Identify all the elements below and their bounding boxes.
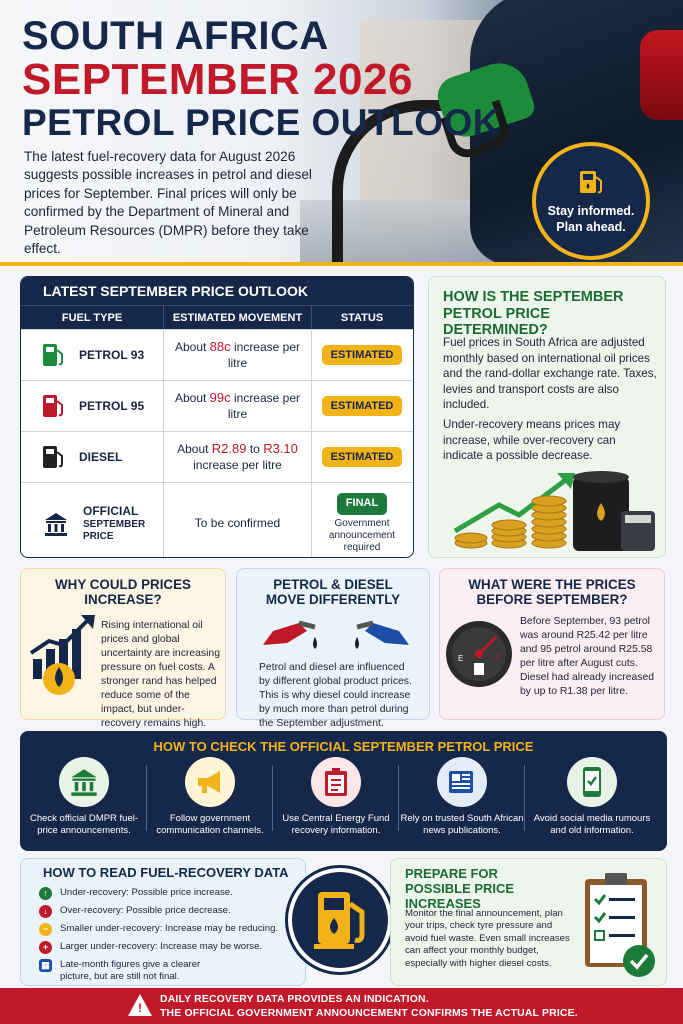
why-increase-card: [20, 568, 226, 730]
read-item-smaller: [39, 923, 278, 936]
footer-line-2: THE OFFICIAL GOVERNMENT ANNOUNCEMENT CONFIRMS THE ACTUAL PRICE.: [160, 1007, 578, 1019]
table-row-official: [21, 482, 413, 558]
how-paragraph-2: Under-recovery means prices may increase, while over-recovery can indicate a possible decrease.: [443, 418, 621, 463]
status-badge: ESTIMATED: [322, 447, 403, 467]
rising-chart-icon: [29, 613, 101, 699]
col-estimated-movement: ESTIMATED MOVEMENT: [164, 306, 312, 329]
how-title: HOW IS THE SEPTEMBER PETROL PRICE DETERMINED?: [443, 289, 624, 339]
move-prefix: About: [174, 339, 210, 354]
read-item-over: [39, 905, 231, 918]
move-amount: R2.89: [211, 440, 247, 456]
prep-title: PREPARE FOR POSSIBLE PRICE INCREASES: [405, 866, 515, 911]
read-item-under: [39, 887, 233, 900]
move-prefix: About: [174, 390, 210, 405]
read-item-text: Late-month figures give a clearer picture, but are still not final.: [60, 959, 201, 982]
divider: [146, 765, 147, 831]
official-note: Government announcement required: [328, 517, 396, 553]
check-item-text: Rely on trusted South African news publications.: [400, 813, 524, 836]
check-item-news: [400, 757, 524, 837]
government-building-icon: [41, 511, 71, 537]
table-row-petrol-95: [21, 380, 413, 431]
before-text: Before September, 93 petrol was around R25.42 per litre and 95 petrol around R25.58 per litre after August cuts. Diesel had already increased by up to R1.38 per litre.: [520, 616, 655, 698]
petrol-diesel-card: [236, 568, 430, 730]
gauge-e-label: E: [458, 654, 464, 663]
col-fuel-type: FUEL TYPE: [21, 306, 164, 329]
warning-icon: !: [128, 994, 152, 1016]
official-label-1: OFFICIAL: [83, 504, 139, 519]
checklist-icon: [581, 869, 661, 981]
stay-informed-badge: [532, 142, 650, 260]
calendar-icon: ▦: [39, 959, 52, 972]
check-item-text: Follow government communication channels.: [156, 813, 264, 836]
headline-country: SOUTH AFRICA: [22, 14, 329, 58]
clipboard-icon: [311, 757, 361, 807]
check-item-dmpr: [22, 757, 146, 837]
headline-month: SEPTEMBER 2026: [22, 55, 413, 104]
fuel-name: PETROL 93: [79, 348, 145, 362]
before-title: WHAT WERE THE PRICES BEFORE SEPTEMBER?: [468, 577, 636, 608]
prices-before-card: [439, 568, 665, 720]
read-item-text: Over-recovery: Possible price decrease.: [60, 905, 231, 916]
official-move: To be confirmed: [164, 483, 312, 558]
read-title: HOW TO READ FUEL-RECOVERY DATA: [43, 865, 289, 880]
official-label-2: SEPTEMBER PRICE: [83, 518, 146, 542]
check-item-text: Use Central Energy Fund recovery information.: [282, 813, 390, 836]
status-badge: ESTIMATED: [322, 345, 403, 365]
intro-paragraph: The latest fuel-recovery data for August 2026 suggests possible increases in petrol and diesel prices for September. Final prices will only be confirmed by the Department of Mineral and Petroleum Resources (DMPR) before they take effect.: [24, 149, 312, 257]
divider: [398, 765, 399, 831]
move-mid: to: [246, 441, 264, 456]
move-prefix: About: [177, 441, 212, 456]
why-title: WHY COULD PRICES INCREASE?: [55, 577, 191, 608]
fuel-pump-icon: [292, 872, 388, 968]
arrow-up-icon: ↑: [39, 887, 52, 900]
check-official-panel: [20, 731, 667, 851]
table-row-petrol-93: [21, 329, 413, 380]
fuel-pump-icon: [576, 167, 606, 197]
government-building-icon: [59, 757, 109, 807]
divider: [524, 765, 525, 831]
red-fuel-pump-icon: [41, 393, 65, 419]
check-title: HOW TO CHECK THE OFFICIAL SEPTEMBER PETROL PRICE: [153, 739, 534, 754]
price-outlook-table: [20, 276, 414, 558]
table-row-diesel: [21, 431, 413, 482]
hero-banner: [0, 0, 683, 262]
newspaper-icon: [437, 757, 487, 807]
read-recovery-panel: [20, 858, 306, 986]
read-item-larger: [39, 941, 262, 954]
check-item-government: [148, 757, 272, 837]
read-item-late-month: [39, 959, 229, 983]
center-fuel-pump-badge: [288, 868, 392, 972]
why-text: Rising international oil prices and global uncertainty are increasing pressure on fuel costs. A stronger rand has helped reduce some of the impact, but under-recovery remains high.: [101, 620, 220, 730]
col-status: STATUS: [340, 311, 384, 324]
gauge-f-label: F: [495, 654, 500, 663]
badge-line-2: Plan ahead.: [556, 220, 626, 234]
gold-divider: [0, 262, 683, 266]
read-item-text: Under-recovery: Possible price increase.: [60, 887, 233, 898]
how-paragraph-1: Fuel prices in South Africa are adjusted monthly based on international oil prices and the rand-dollar exchange rate. Taxes, levies and transport costs are also included.: [443, 336, 657, 412]
prep-text: Monitor the final announcement, plan your trips, check tyre pressure and avoid fuel waste. Even small increases can affect your monthly budget, especially with higher diesel costs.: [405, 908, 570, 969]
divider: [272, 765, 273, 831]
fuel-name: DIESEL: [79, 450, 123, 464]
read-item-text: Larger under-recovery: Increase may be worse.: [60, 941, 263, 952]
phone-check-icon: [567, 757, 617, 807]
move-amount: 88c: [209, 338, 231, 354]
minus-icon: −: [39, 923, 52, 936]
fuel-name: PETROL 95: [79, 399, 145, 413]
badge-line-1: Stay informed.: [547, 203, 635, 218]
move-amount-2: R3.10: [263, 440, 298, 456]
fuel-gauge-icon: [444, 619, 514, 689]
check-item-text: Check official DMPR fuel-price announcements.: [29, 813, 139, 836]
check-item-text: Avoid social media rumours and old information.: [533, 813, 651, 836]
move-amount: 99c: [209, 389, 231, 405]
differ-text: Petrol and diesel are influenced by different global product prices. This is why diesel could increase by much more than petrol during the September adjustment.: [259, 662, 412, 730]
read-item-text: Smaller under-recovery: Increase may be reducing.: [60, 923, 279, 934]
green-fuel-pump-icon: [41, 342, 65, 368]
red-and-blue-nozzle-icon: [253, 613, 419, 655]
coins-barrel-calculator-icon: [449, 467, 661, 553]
check-item-cef: [274, 757, 398, 837]
plus-icon: +: [39, 941, 52, 954]
car-taillight: [640, 30, 683, 120]
move-suffix: increase per litre: [227, 339, 301, 370]
table-header-row: [21, 305, 413, 329]
footer-warning-bar: [0, 988, 683, 1024]
table-title: LATEST SEPTEMBER PRICE OUTLOOK: [21, 277, 413, 305]
prepare-panel: [390, 858, 667, 986]
differ-title: PETROL & DIESEL MOVE DIFFERENTLY: [265, 577, 401, 608]
footer-line-1: DAILY RECOVERY DATA PROVIDES AN INDICATION.: [160, 994, 429, 1005]
move-suffix: increase per litre: [227, 390, 301, 421]
black-fuel-pump-icon: [41, 444, 65, 470]
arrow-down-icon: ↓: [39, 905, 52, 918]
megaphone-icon: [185, 757, 235, 807]
how-determined-panel: [428, 276, 666, 558]
move-suffix: increase per litre: [193, 457, 282, 472]
final-badge: FINAL: [337, 493, 387, 514]
check-item-social: [530, 757, 654, 837]
status-badge: ESTIMATED: [322, 396, 403, 416]
headline-topic: PETROL PRICE OUTLOOK: [22, 102, 501, 143]
